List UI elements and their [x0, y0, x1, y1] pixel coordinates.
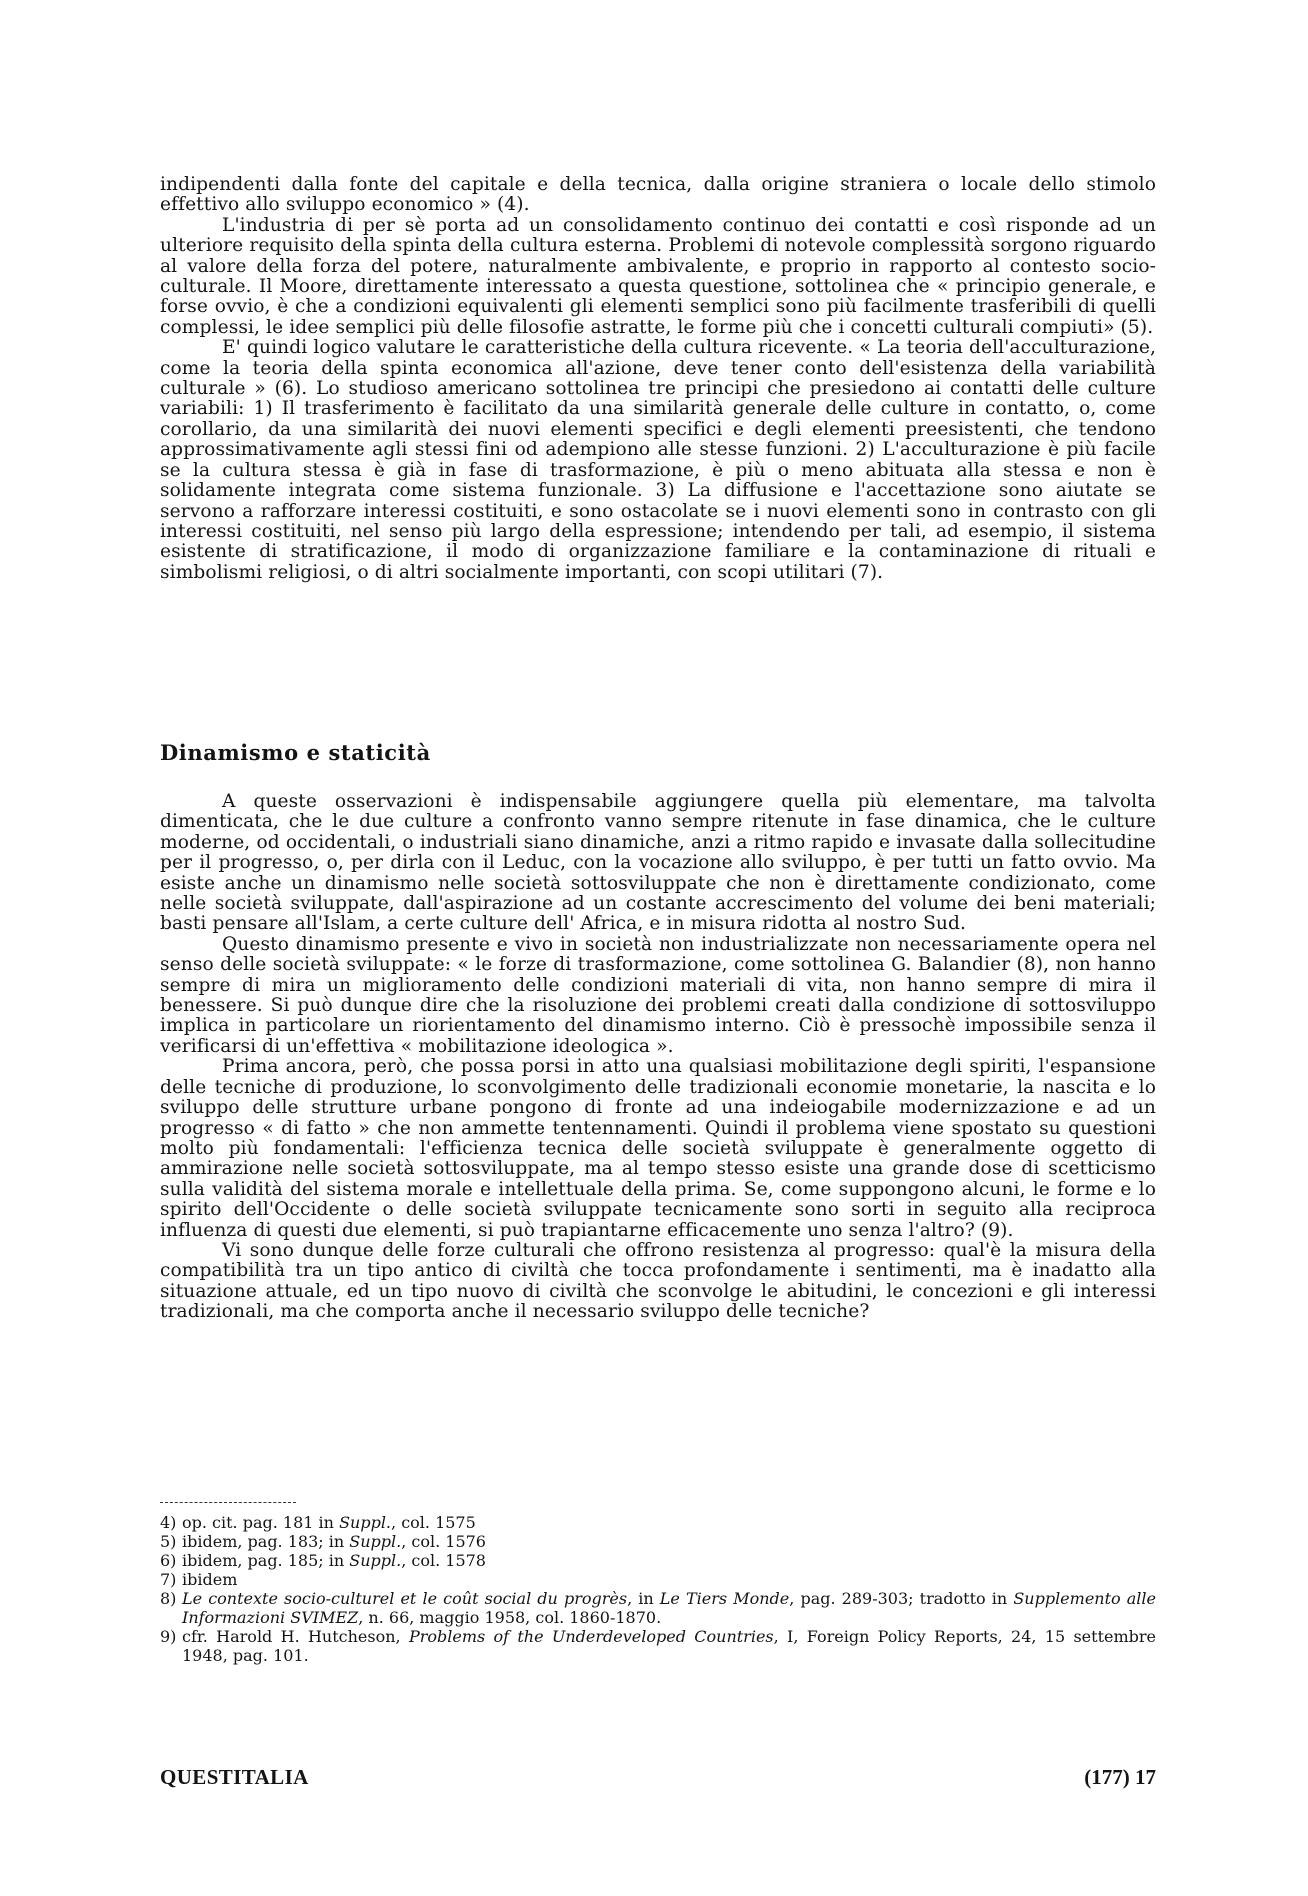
footnotes — [160, 1513, 1156, 1665]
paragraph: Questo dinamismo presente e vivo in società non industrializzate non necessariamente opera nel senso delle società sviluppate: « le forze di trasformazione, come sottolinea G. Balandier (8), non hanno sempre di mira un miglioramento delle condizioni materiali di vita, non hanno sempre di mira il benessere. Si può dunque dire che la risoluzione dei problemi creati dalla condizione di sottosviluppo implica in particolare un riorientamento del dinamismo interno. Ciò è pressochè impossibile senza il verificarsi di un'effettiva « mobilitazione ideologica ». — [160, 933, 1156, 1057]
paragraph: Vi sono dunque delle forze culturali che offrono resistenza al progresso: qual'è la misura della compatibilità tra un tipo antico di civiltà che tocca profondamente i sentimenti, ma è inadatto alla situazione attuale, ed un tipo nuovo di civiltà che sconvolge le abitudini, le concezioni e gli interessi tradizionali, ma che comporta anche il necessario sviluppo delle tecniche? — [160, 1239, 1156, 1323]
footnote-separator — [160, 1502, 296, 1504]
footnote: 7) ibidem — [160, 1570, 238, 1589]
footnote: 8) Le contexte socio-culturel et le coût social du progrès, in Le Tiers Monde, pag. 289-303; tradotto in Supplemento alle Informazioni SVIMEZ, n. 66, maggio 1958, col. 1860-1870. — [160, 1589, 1157, 1627]
footnote-number: 6) — [160, 1551, 177, 1570]
footnote-number: 4) — [160, 1513, 177, 1532]
footnote-number: 5) — [160, 1532, 177, 1551]
paragraph: L'industria di per sè porta ad un consolidamento continuo dei contatti e così risponde ad un ulteriore requisito della spinta della cultura esterna. Problemi di notevole complessità sorgono riguardo al valore della forza del potere, naturalmente ambivalente, e proprio in rapporto al contesto socio-culturale. Il Moore, direttamente interessato a questa questione, sottolinea che « principio generale, e forse ovvio, è che a condizioni equivalenti gli elementi semplici sono più facilmente trasferibili di quelli complessi, le idee semplici più delle filosofie astratte, le forme più che i concetti culturali compiuti» (5). — [160, 214, 1156, 338]
footnote: 6) ibidem, pag. 185; in Suppl., col. 1578 — [160, 1551, 486, 1570]
paragraph: E' quindi logico valutare le caratteristiche della cultura ricevente. « La teoria dell'acculturazione, come la teoria della spinta economica all'azione, deve tener conto dell'esistenza della variabilità culturale » (6). Lo studioso americano sottolinea tre principi che presiedono ai contatti delle culture variabili: 1) Il trasferimento è facilitato da una similarità generale delle culture in contatto, o, come corollario, da una similarità dei nuovi elementi specifici e degli elementi preesistenti, che tendono approssimativamente agli stessi fini od adempiono alle stesse funzioni. 2) L'acculturazione è più facile se la cultura stessa è già in fase di trasformazione, è più o meno abituata alla stessa e non è solidamente integrata come sistema funzionale. 3) La diffusione e l'accettazione sono aiutate se servono a rafforzare interessi costituiti, e sono ostacolate se i nuovi elementi sono in contrasto con gli interessi costituiti, nel senso più largo della espressione; intendendo per tali, ad esempio, il sistema esistente di stratificazione, il modo di organizzazione familiare e la contaminazione di rituali e simbolismi religiosi, o di altri socialmente importanti, con scopi utilitari (7). — [160, 337, 1156, 583]
paragraph: A queste osservazioni è indispensabile aggiungere quella più elementare, ma talvolta dimenticata, che le due culture a confronto vanno sempre ritenute in fase dinamica, che le culture moderne, od occidentali, o industriali siano dinamiche, anzi a ritmo rapido e invasate dalla sollecitudine per il progresso, o, per dirla con il Leduc, con la vocazione allo sviluppo, è per tutti un fatto ovvio. Ma esiste anche un dinamismo nelle società sottosviluppate che non è direttamente condizionato, come nelle società sviluppate, dall'aspirazione ad un costante accrescimento del volume dei beni materiali; basti pensare all'Islam, a certe culture dell' Africa, e in misura ridotta al nostro Sud. — [160, 791, 1156, 935]
footnote-number: 7) — [160, 1570, 177, 1589]
footnote-number: 8) — [160, 1589, 177, 1608]
footnote: 5) ibidem, pag. 183; in Suppl., col. 1576 — [160, 1532, 486, 1551]
footnote: 4) op. cit. pag. 181 in Suppl., col. 1575 — [160, 1513, 476, 1532]
page-number: (177) 17 — [1084, 1765, 1156, 1789]
footnote-number: 9) — [160, 1627, 177, 1646]
footnote-rule — [160, 1502, 296, 1503]
section-heading: Dinamismo e staticità — [160, 740, 431, 765]
section-text-block — [160, 792, 1156, 1323]
footnote: 9) cfr. Harold H. Hutcheson, Problems of the Underdeveloped Countries, I, Foreign Policy Reports, 24, 15 settembre 1948, pag. 101. — [160, 1627, 1157, 1665]
paragraph: indipendenti dalla fonte del capitale e della tecnica, dalla origine straniera o locale dello stimolo effettivo allo sviluppo economico » (4). — [160, 174, 1156, 216]
paragraph: Prima ancora, però, che possa porsi in atto una qualsiasi mobilitazione degli spiriti, l'espansione delle tecniche di produzione, lo sconvolgimento delle tradizionali economie monetarie, la nascita e lo sviluppo delle strutture urbane pongono di fronte ad una indeiogabile modernizzazione e ad un progresso « di fatto » che non ammette tentennamenti. Quindi il problema viene spostato su questioni molto più fondamentali: l'efficienza tecnica delle società sviluppate è generalmente oggetto di ammirazione nelle società sottosviluppate, ma al tempo stesso esiste una grande dose di scetticismo sulla validità del sistema morale e intellettuale della prima. Se, come suppongono alcuni, le forme e lo spirito dell'Occidente o delle società sviluppate tecnicamente sono sorti in seguito alla reciproca influenza di questi due elementi, si può trapiantarne efficacemente uno senza l'altro? (9). — [160, 1056, 1156, 1241]
page-footer — [160, 1765, 1156, 1795]
top-text-block — [160, 175, 1156, 583]
journal-name: QUESTITALIA — [160, 1765, 309, 1789]
